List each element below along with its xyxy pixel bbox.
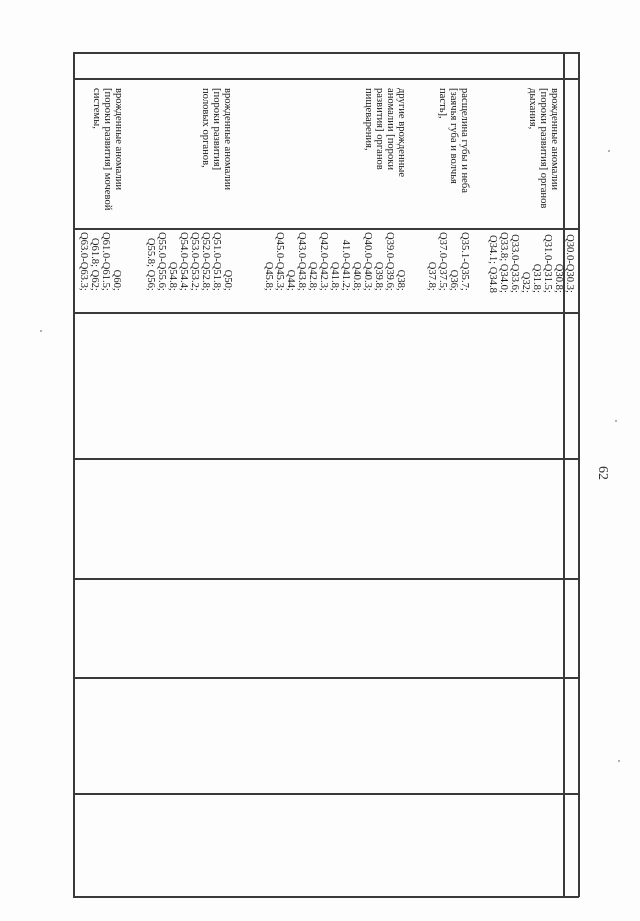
table-left-border [73, 52, 75, 897]
diagnosis-line: системы, [91, 88, 102, 129]
diagnosis-line: [пороки развития] мочевой [102, 88, 113, 211]
code-line: Q41.8; [329, 261, 340, 291]
code-line: Q34.1; Q34.8 [487, 234, 498, 293]
code-line: Q55.0-Q55.6; [156, 232, 167, 291]
code-line: Q61.8; Q62; [89, 237, 100, 291]
code-line: Q39.0-Q39.6; [384, 232, 395, 291]
code-line: Q31.8; [531, 263, 542, 293]
diagnosis-line: [пороки развития] органов [538, 88, 549, 209]
code-line: Q32; [520, 271, 531, 293]
code-line: Q54.0-Q54.4; [178, 232, 189, 291]
diagnosis-line: пищеварения, [363, 88, 374, 151]
diagnosis-cell [91, 88, 124, 210]
column-divider-6 [73, 793, 579, 795]
code-line: Q36; [448, 269, 459, 291]
code-line: Q39.8; [373, 261, 384, 291]
diagnosis-line: пасть], [437, 88, 448, 119]
diagnosis-cell [200, 88, 233, 190]
code-line: Q63.0-Q63.3; [78, 232, 89, 291]
column-divider-1 [73, 228, 579, 230]
diagnosis-cell [363, 88, 407, 177]
code-line: Q31.0-Q31.5; [542, 234, 553, 293]
code-line: Q55.8; Q56; [145, 237, 156, 291]
column-divider-4 [73, 578, 579, 580]
codes-cell [487, 232, 575, 293]
code-line: Q42.0-Q42.3; [318, 232, 329, 291]
diagnosis-line: врожденные аномалии [222, 88, 233, 191]
code-line: Q40.8; [351, 261, 362, 291]
code-line: Q45.8; [263, 261, 274, 291]
column-divider-2 [73, 312, 579, 314]
code-line: Q51.0-Q51.8; [211, 232, 222, 291]
code-line: Q45.0-Q45.3; [274, 232, 285, 291]
code-line: Q37.8; [426, 261, 437, 291]
diagnosis-line: другие врожденные [396, 88, 407, 178]
diagnosis-line: половых органов, [200, 88, 211, 168]
table-header-divider [563, 52, 565, 897]
codes-cell [78, 232, 122, 291]
scan-speck [618, 760, 620, 762]
diagnosis-line: развития] органов [374, 88, 385, 170]
code-line: 41.0-Q41.2; [340, 239, 351, 291]
code-line: Q30.8; [553, 263, 564, 293]
table-header-bottom [73, 78, 579, 80]
code-line: Q42.8; [307, 261, 318, 291]
codes-cell [263, 232, 406, 291]
scan-speck [608, 150, 610, 152]
code-line: Q30.0-Q30.3; [564, 234, 575, 293]
code-line: Q52.0-Q52.8; [200, 232, 211, 291]
diagnosis-line: дыхания, [527, 88, 538, 130]
page-number: 62 [595, 466, 610, 480]
codes-cell [426, 232, 470, 291]
scan-speck [615, 420, 617, 422]
diagnosis-line: [пороки развития] [211, 88, 222, 171]
code-line: Q33.8; Q34.0; [498, 232, 509, 293]
column-divider-3 [73, 458, 579, 460]
table-right-border [578, 52, 580, 897]
diagnosis-cell [437, 88, 470, 193]
table-bottom-border [73, 896, 579, 898]
codes-cell [145, 232, 233, 291]
code-line: Q54.8; [167, 261, 178, 291]
code-line: Q61.0-Q61.5; [100, 232, 111, 291]
diagnosis-line: [заячья губа и волчья [448, 88, 459, 184]
code-line: Q60; [111, 269, 122, 291]
diagnosis-cell [527, 88, 560, 208]
code-line: Q33.0-Q33.6; [509, 234, 520, 293]
diagnosis-line: аномалии [пороки [385, 88, 396, 171]
code-line: Q35.1-Q35.7; [459, 232, 470, 291]
scan-speck [40, 330, 42, 332]
diagnosis-line: врожденные аномалии [113, 88, 124, 191]
code-line: Q40.0-Q40.3; [362, 232, 373, 291]
column-divider-5 [73, 677, 579, 679]
table-top-border [73, 52, 579, 54]
code-line: Q38; [395, 269, 406, 291]
code-line: Q37.0-Q37.5; [437, 232, 448, 291]
code-line: Q53.0-Q53.2; [189, 232, 200, 291]
diagnosis-line: расщелина губы и неба [459, 88, 470, 193]
diagnosis-line: врожденные аномалии [549, 88, 560, 191]
code-line: Q43.0-Q43.8; [296, 232, 307, 291]
code-line: Q44; [285, 269, 296, 291]
code-line: Q50; [222, 269, 233, 291]
